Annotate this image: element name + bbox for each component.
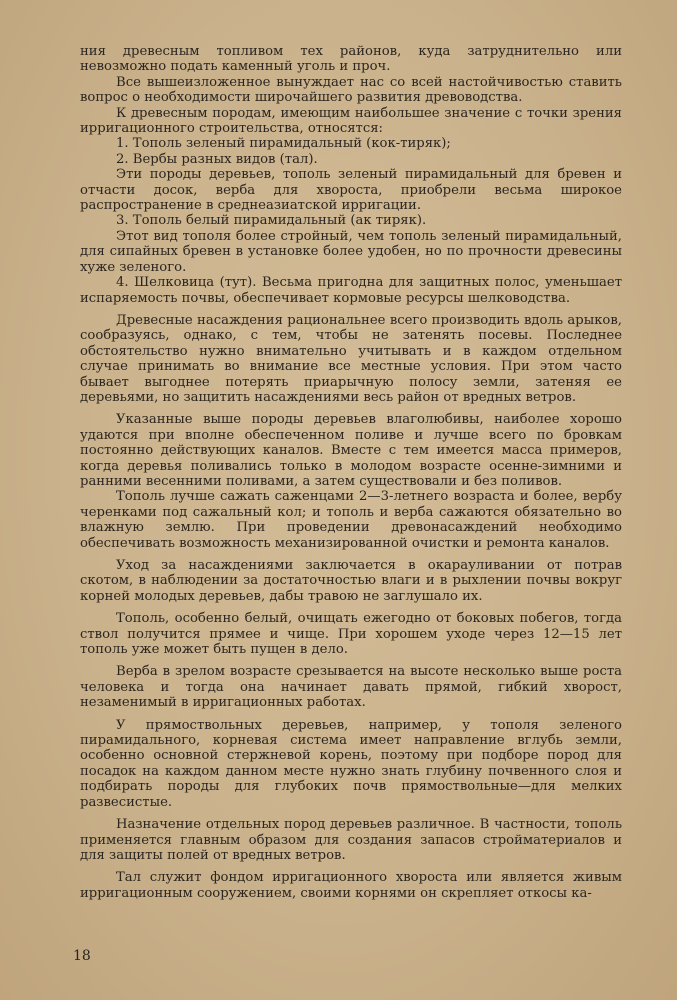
paragraph: Назначение отдельных пород деревьев различное. В частности, тополь применяется главным образом для создания запасов стройматериалов и для защиты полей от вредных ветров. (80, 817, 622, 863)
paragraph: Уход за насаждениями заключается в окарауливании от потрав скотом, в наблюдении за достаточностью влаги и в рыхлении почвы вокруг корней молодых деревьев, дабы травою не заглушало их. (80, 558, 622, 604)
list-item: 3. Тополь белый пирамидальный (ак тиряк). (116, 213, 427, 229)
list-item: 4. Шелковица (тут). Весьма пригодна для защитных полос, уменьшает испаряемость почвы, обеспечивает кормовые ресурсы шелководства. (80, 275, 622, 306)
paragraph: Этот вид тополя более стройный, чем тополь зеленый пирамидальный, для сипайных бревен в установке более удобен, но по прочности древесины хуже зеленого. (80, 228, 622, 275)
paragraph: У прямоствольных деревьев, например, у тополя зеленого пирамидального, корневая система имеет направление вглубь земли, особенно основной стержневой корень, поэтому при подборе пород для посадок на каждом данном месте нужно знать глубину почвенного слоя и подбирать породы для глубоких почв прямоствольные—для мелких развесистые. (80, 717, 622, 810)
list-item: 1. Тополь зеленый пирамидальный (кок-тиряк); (116, 136, 451, 152)
paragraph: Тал служит фондом ирригационного хворостa или является живым ирригационным сооружением, своими корнями он скрепляет откосы ка- (80, 870, 622, 901)
body-text (80, 44, 622, 901)
paragraph: ния древесным топливом тех районов, куда затруднительно или невозможно подать каменный уголь и проч. (80, 44, 622, 75)
paragraph: Древесные насаждения рациональнее всего производить вдоль арыков, сообразуясь, однако, с тем, чтобы не затенять посевы. Последнее обстоятельство нужно внимательно учитывать и в каждом отдельном случае принимать во внимание все местные условия. При этом часто бывает выгоднее потерять приарычную полосу земли, затеняя ее деревьями, но защитить насаждениями весь район от вредных ветров. (80, 312, 622, 405)
paragraph: К древесным породам, имеющим наибольшее значение с точки зрения ирригационного строительства, относятся: (80, 105, 622, 137)
paragraph: Верба в зрелом возрасте срезывается на высоте несколько выше роста человека и тогда она начинает давать прямой, гибкий хворост, незаменимый в ирригационных работах. (80, 664, 622, 711)
list-item: 2. Вербы разных видов (тал). (116, 151, 318, 167)
paragraph: Тополь лучше сажать саженцами 2—3-летнего возраста и более, вербу черенками под сажальный кол; и тополь и верба сажаются обязательно во влажную землю. При проведении древонасаждений необходимо обеспечивать возможность механизированной очистки и ремонта каналов. (80, 489, 622, 551)
paragraph: Указанные выше породы деревьев влаголюбивы, наиболее хорошо удаются при вполне обеспеченном поливе и лучше всего по бровкам постоянно действующих каналов. Вместе с тем имеется масса примеров, когда деревья поливались только в молодом возрасте осенне-зимними и ранними весенними поливами, а затем существовали и без поливов. (80, 412, 622, 489)
page-number: 18 (73, 948, 91, 964)
paragraph: Эти породы деревьев, тополь зеленый пирамидальный для бревен и отчасти досок, верба для хворостa, приобрели весьма широкое распространение в среднеазиатской ирригации. (80, 167, 622, 214)
paragraph: Все вышеизложенное вынуждает нас со всей настойчивостью ставить вопрос о необходимости широчайшего развития древоводства. (80, 74, 622, 106)
paragraph: Тополь, особенно белый, очищать ежегодно от боковых побегов, тогда ствол получится прямее и чище. При хорошем уходе через 12—15 лет тополь уже может быть пущен в дело. (80, 611, 622, 658)
